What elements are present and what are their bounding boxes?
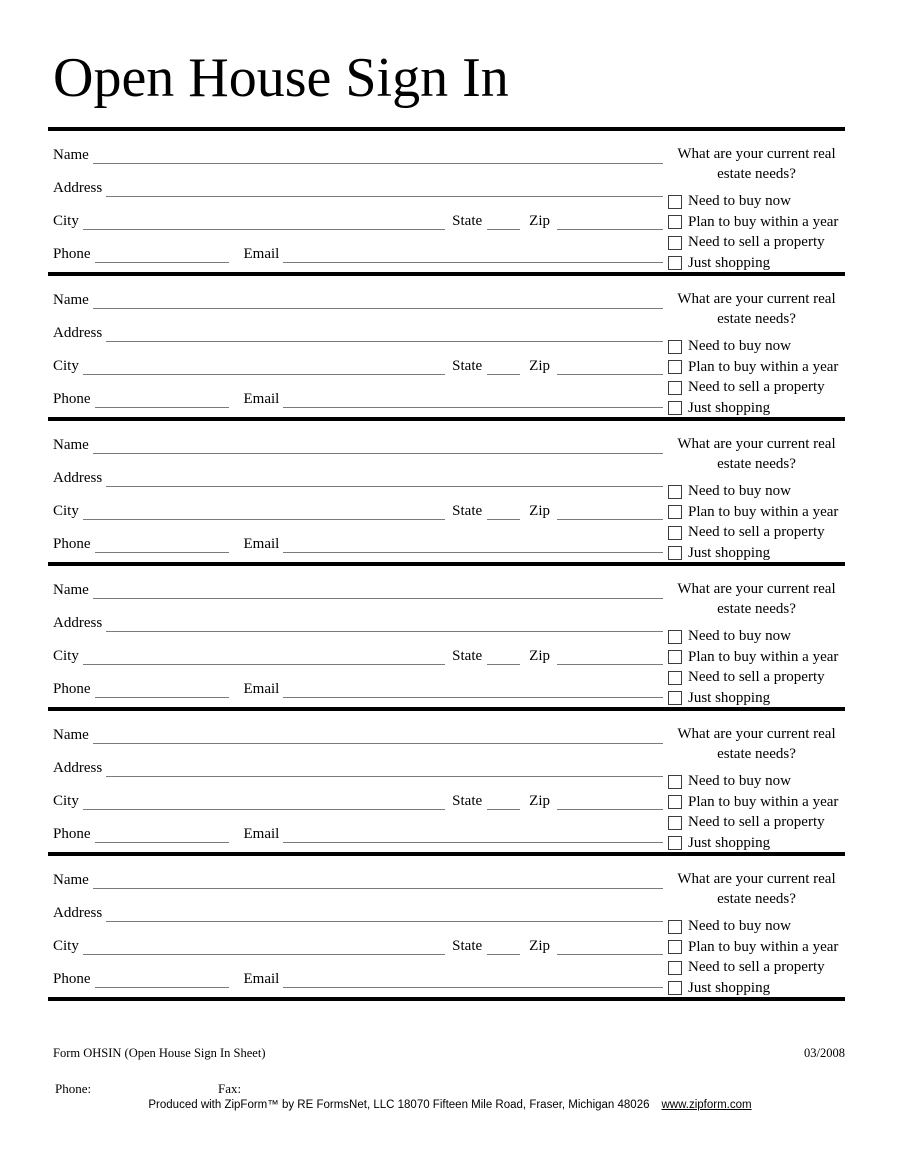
zip-input-line[interactable]	[557, 941, 663, 955]
phone-label: Phone	[53, 681, 91, 697]
checkbox-need-to-buy-now[interactable]	[668, 195, 682, 209]
state-label: State	[452, 358, 483, 374]
zip-input-line[interactable]	[557, 651, 663, 665]
guest-fields-column	[48, 856, 663, 997]
checkbox-just-shopping[interactable]	[668, 836, 682, 850]
produced-by-text: Produced with ZipForm™ by RE FormsNet, LLC 18070 Fifteen Mile Road, Fraser, Michigan 48026	[148, 1099, 650, 1111]
needs-options	[668, 917, 845, 999]
state-input-line[interactable]	[487, 361, 520, 375]
needs-heading-line2: estate needs?	[717, 746, 796, 763]
form-id-text: Form OHSIN (Open House Sign In Sheet)	[53, 1046, 266, 1060]
option-plan-to-buy-within-a-year	[668, 937, 845, 958]
address-row	[53, 164, 663, 197]
footer-fax-label: Fax:	[218, 1081, 242, 1096]
email-label: Email	[243, 536, 280, 552]
needs-options	[668, 772, 845, 854]
email-input-line[interactable]	[283, 539, 663, 553]
email-label: Email	[243, 681, 280, 697]
option-need-to-buy-now	[668, 917, 845, 938]
option-label: Just shopping	[688, 399, 771, 416]
guest-fields-column	[48, 131, 663, 272]
needs-heading-line2: estate needs?	[717, 166, 796, 183]
name-row	[53, 856, 663, 889]
zip-label: Zip	[529, 938, 550, 954]
city-label: City	[53, 793, 79, 809]
revision-date: 03/2008	[804, 1046, 845, 1060]
email-label: Email	[243, 971, 280, 987]
option-need-to-buy-now	[668, 337, 845, 358]
city-input-line[interactable]	[83, 506, 445, 520]
needs-heading	[668, 289, 845, 330]
phone-label: Phone	[53, 826, 91, 842]
name-input-line[interactable]	[93, 440, 663, 454]
state-input-line[interactable]	[487, 651, 520, 665]
city-state-zip-row	[53, 922, 663, 955]
option-just-shopping	[668, 833, 845, 854]
zip-label: Zip	[529, 648, 550, 664]
sign-in-entry-block	[48, 272, 845, 417]
needs-column	[668, 276, 845, 417]
sign-in-entry-block	[48, 417, 845, 562]
state-label: State	[452, 213, 483, 229]
city-state-zip-row	[53, 777, 663, 810]
city-state-zip-row	[53, 487, 663, 520]
address-row	[53, 599, 663, 632]
zip-label: Zip	[529, 213, 550, 229]
needs-column	[668, 566, 845, 707]
name-input-line[interactable]	[93, 150, 663, 164]
phone-email-row	[53, 520, 663, 553]
address-input-line[interactable]	[106, 473, 663, 487]
needs-heading-line1: What are your current real	[677, 871, 836, 887]
phone-input-line[interactable]	[95, 829, 229, 843]
option-just-shopping	[668, 688, 845, 709]
option-just-shopping	[668, 398, 845, 419]
city-label: City	[53, 213, 79, 229]
needs-heading-line2: estate needs?	[717, 601, 796, 618]
needs-column	[668, 711, 845, 852]
city-input-line[interactable]	[83, 941, 445, 955]
email-input-line[interactable]	[283, 829, 663, 843]
checkbox-just-shopping[interactable]	[668, 401, 682, 415]
sign-in-entry-block	[48, 127, 845, 272]
address-row	[53, 889, 663, 922]
option-need-to-buy-now	[668, 627, 845, 648]
checkbox-plan-to-buy-within-a-year[interactable]	[668, 360, 682, 374]
zip-label: Zip	[529, 793, 550, 809]
state-input-line[interactable]	[487, 941, 520, 955]
phone-label: Phone	[53, 971, 91, 987]
address-label: Address	[53, 615, 103, 631]
option-label: Plan to buy within a year	[688, 503, 839, 520]
needs-column	[668, 856, 845, 997]
address-row	[53, 744, 663, 777]
page-title: Open House Sign In	[53, 47, 509, 109]
name-label: Name	[53, 727, 89, 743]
checkbox-just-shopping[interactable]	[668, 546, 682, 560]
guest-fields-column	[48, 566, 663, 707]
address-label: Address	[53, 905, 103, 921]
name-label: Name	[53, 147, 89, 163]
checkbox-need-to-sell-a-property[interactable]	[668, 526, 682, 540]
zipform-link[interactable]: www.zipform.com	[661, 1099, 752, 1111]
name-input-line[interactable]	[93, 875, 663, 889]
needs-heading	[668, 579, 845, 620]
city-state-zip-row	[53, 197, 663, 230]
checkbox-plan-to-buy-within-a-year[interactable]	[668, 650, 682, 664]
option-just-shopping	[668, 543, 845, 564]
checkbox-need-to-buy-now[interactable]	[668, 340, 682, 354]
phone-label: Phone	[53, 246, 91, 262]
zip-label: Zip	[529, 358, 550, 374]
phone-input-line[interactable]	[95, 684, 229, 698]
state-label: State	[452, 793, 483, 809]
city-input-line[interactable]	[83, 216, 445, 230]
needs-column	[668, 131, 845, 272]
checkbox-need-to-sell-a-property[interactable]	[668, 671, 682, 685]
option-label: Need to sell a property	[688, 669, 825, 686]
name-row	[53, 711, 663, 744]
address-label: Address	[53, 325, 103, 341]
option-label: Just shopping	[688, 254, 771, 271]
checkbox-just-shopping[interactable]	[668, 981, 682, 995]
name-row	[53, 131, 663, 164]
city-label: City	[53, 503, 79, 519]
address-input-line[interactable]	[106, 328, 663, 342]
option-label: Need to buy now	[688, 773, 791, 790]
footer-meta-row	[48, 1046, 845, 1061]
checkbox-plan-to-buy-within-a-year[interactable]	[668, 795, 682, 809]
option-plan-to-buy-within-a-year	[668, 357, 845, 378]
address-input-line[interactable]	[106, 908, 663, 922]
email-label: Email	[243, 246, 280, 262]
option-need-to-sell-a-property	[668, 813, 845, 834]
option-label: Need to sell a property	[688, 524, 825, 541]
phone-input-line[interactable]	[95, 249, 229, 263]
email-input-line[interactable]	[283, 684, 663, 698]
city-label: City	[53, 938, 79, 954]
guest-fields-column	[48, 421, 663, 562]
option-label: Need to buy now	[688, 483, 791, 500]
name-input-line[interactable]	[93, 730, 663, 744]
phone-input-line[interactable]	[95, 974, 229, 988]
produced-by-row	[0, 1099, 900, 1111]
checkbox-need-to-buy-now[interactable]	[668, 630, 682, 644]
checkbox-need-to-buy-now[interactable]	[668, 920, 682, 934]
email-input-line[interactable]	[283, 974, 663, 988]
checkbox-need-to-buy-now[interactable]	[668, 775, 682, 789]
zip-label: Zip	[529, 503, 550, 519]
checkbox-need-to-sell-a-property[interactable]	[668, 961, 682, 975]
address-row	[53, 309, 663, 342]
option-need-to-buy-now	[668, 772, 845, 793]
option-just-shopping	[668, 978, 845, 999]
address-input-line[interactable]	[106, 183, 663, 197]
footer-phone-label: Phone:	[55, 1081, 92, 1096]
phone-label: Phone	[53, 391, 91, 407]
option-label: Need to sell a property	[688, 234, 825, 251]
option-label: Plan to buy within a year	[688, 648, 839, 665]
needs-heading-line1: What are your current real	[677, 146, 836, 162]
option-label: Need to buy now	[688, 918, 791, 935]
option-plan-to-buy-within-a-year	[668, 212, 845, 233]
needs-options	[668, 482, 845, 564]
option-need-to-buy-now	[668, 192, 845, 213]
address-input-line[interactable]	[106, 618, 663, 632]
name-label: Name	[53, 582, 89, 598]
option-need-to-sell-a-property	[668, 958, 845, 979]
name-input-line[interactable]	[93, 585, 663, 599]
needs-heading-line2: estate needs?	[717, 891, 796, 908]
city-input-line[interactable]	[83, 651, 445, 665]
needs-heading-line1: What are your current real	[677, 436, 836, 452]
needs-heading-line1: What are your current real	[677, 291, 836, 307]
option-label: Just shopping	[688, 834, 771, 851]
needs-heading-line1: What are your current real	[677, 726, 836, 742]
state-input-line[interactable]	[487, 216, 520, 230]
option-need-to-buy-now	[668, 482, 845, 503]
checkbox-plan-to-buy-within-a-year[interactable]	[668, 505, 682, 519]
phone-input-line[interactable]	[95, 394, 229, 408]
option-just-shopping	[668, 253, 845, 274]
phone-input-line[interactable]	[95, 539, 229, 553]
name-label: Name	[53, 872, 89, 888]
option-need-to-sell-a-property	[668, 523, 845, 544]
option-label: Plan to buy within a year	[688, 213, 839, 230]
sign-in-entry-block	[48, 852, 845, 997]
address-row	[53, 454, 663, 487]
option-plan-to-buy-within-a-year	[668, 502, 845, 523]
address-label: Address	[53, 180, 103, 196]
needs-heading-line2: estate needs?	[717, 311, 796, 328]
guest-fields-column	[48, 711, 663, 852]
city-input-line[interactable]	[83, 361, 445, 375]
needs-column	[668, 421, 845, 562]
email-input-line[interactable]	[283, 249, 663, 263]
option-label: Need to sell a property	[688, 814, 825, 831]
phone-email-row	[53, 810, 663, 843]
option-label: Need to buy now	[688, 628, 791, 645]
option-label: Plan to buy within a year	[688, 358, 839, 375]
city-state-zip-row	[53, 342, 663, 375]
zip-input-line[interactable]	[557, 506, 663, 520]
name-input-line[interactable]	[93, 295, 663, 309]
option-need-to-sell-a-property	[668, 233, 845, 254]
address-label: Address	[53, 470, 103, 486]
city-input-line[interactable]	[83, 796, 445, 810]
checkbox-just-shopping[interactable]	[668, 256, 682, 270]
name-row	[53, 276, 663, 309]
phone-email-row	[53, 375, 663, 408]
needs-heading	[668, 724, 845, 765]
state-label: State	[452, 503, 483, 519]
phone-email-row	[53, 230, 663, 263]
state-label: State	[452, 648, 483, 664]
needs-options	[668, 627, 845, 709]
phone-email-row	[53, 665, 663, 698]
name-row	[53, 421, 663, 454]
option-label: Just shopping	[688, 544, 771, 561]
checkbox-need-to-sell-a-property[interactable]	[668, 236, 682, 250]
needs-options	[668, 337, 845, 419]
needs-heading-line2: estate needs?	[717, 456, 796, 473]
name-label: Name	[53, 437, 89, 453]
option-plan-to-buy-within-a-year	[668, 792, 845, 813]
checkbox-plan-to-buy-within-a-year[interactable]	[668, 940, 682, 954]
phone-email-row	[53, 955, 663, 988]
city-state-zip-row	[53, 632, 663, 665]
state-input-line[interactable]	[487, 506, 520, 520]
option-label: Plan to buy within a year	[688, 793, 839, 810]
email-input-line[interactable]	[283, 394, 663, 408]
needs-heading	[668, 144, 845, 185]
city-label: City	[53, 648, 79, 664]
name-row	[53, 566, 663, 599]
zip-input-line[interactable]	[557, 796, 663, 810]
checkbox-need-to-sell-a-property[interactable]	[668, 381, 682, 395]
sign-in-entry-block	[48, 707, 845, 852]
option-need-to-sell-a-property	[668, 378, 845, 399]
checkbox-just-shopping[interactable]	[668, 691, 682, 705]
option-label: Need to sell a property	[688, 959, 825, 976]
zip-input-line[interactable]	[557, 216, 663, 230]
option-label: Need to buy now	[688, 338, 791, 355]
sign-in-entry-block	[48, 562, 845, 707]
sign-in-blocks	[48, 127, 845, 1001]
needs-heading	[668, 434, 845, 475]
needs-options	[668, 192, 845, 274]
email-label: Email	[243, 391, 280, 407]
option-label: Need to sell a property	[688, 379, 825, 396]
checkbox-need-to-sell-a-property[interactable]	[668, 816, 682, 830]
address-input-line[interactable]	[106, 763, 663, 777]
checkbox-need-to-buy-now[interactable]	[668, 485, 682, 499]
email-label: Email	[243, 826, 280, 842]
state-label: State	[452, 938, 483, 954]
footer-contact-row	[55, 1081, 455, 1097]
option-label: Need to buy now	[688, 193, 791, 210]
needs-heading-line1: What are your current real	[677, 581, 836, 597]
address-label: Address	[53, 760, 103, 776]
option-label: Just shopping	[688, 689, 771, 706]
option-need-to-sell-a-property	[668, 668, 845, 689]
guest-fields-column	[48, 276, 663, 417]
option-plan-to-buy-within-a-year	[668, 647, 845, 668]
checkbox-plan-to-buy-within-a-year[interactable]	[668, 215, 682, 229]
state-input-line[interactable]	[487, 796, 520, 810]
name-label: Name	[53, 292, 89, 308]
option-label: Just shopping	[688, 979, 771, 996]
phone-label: Phone	[53, 536, 91, 552]
option-label: Plan to buy within a year	[688, 938, 839, 955]
zip-input-line[interactable]	[557, 361, 663, 375]
city-label: City	[53, 358, 79, 374]
needs-heading	[668, 869, 845, 910]
